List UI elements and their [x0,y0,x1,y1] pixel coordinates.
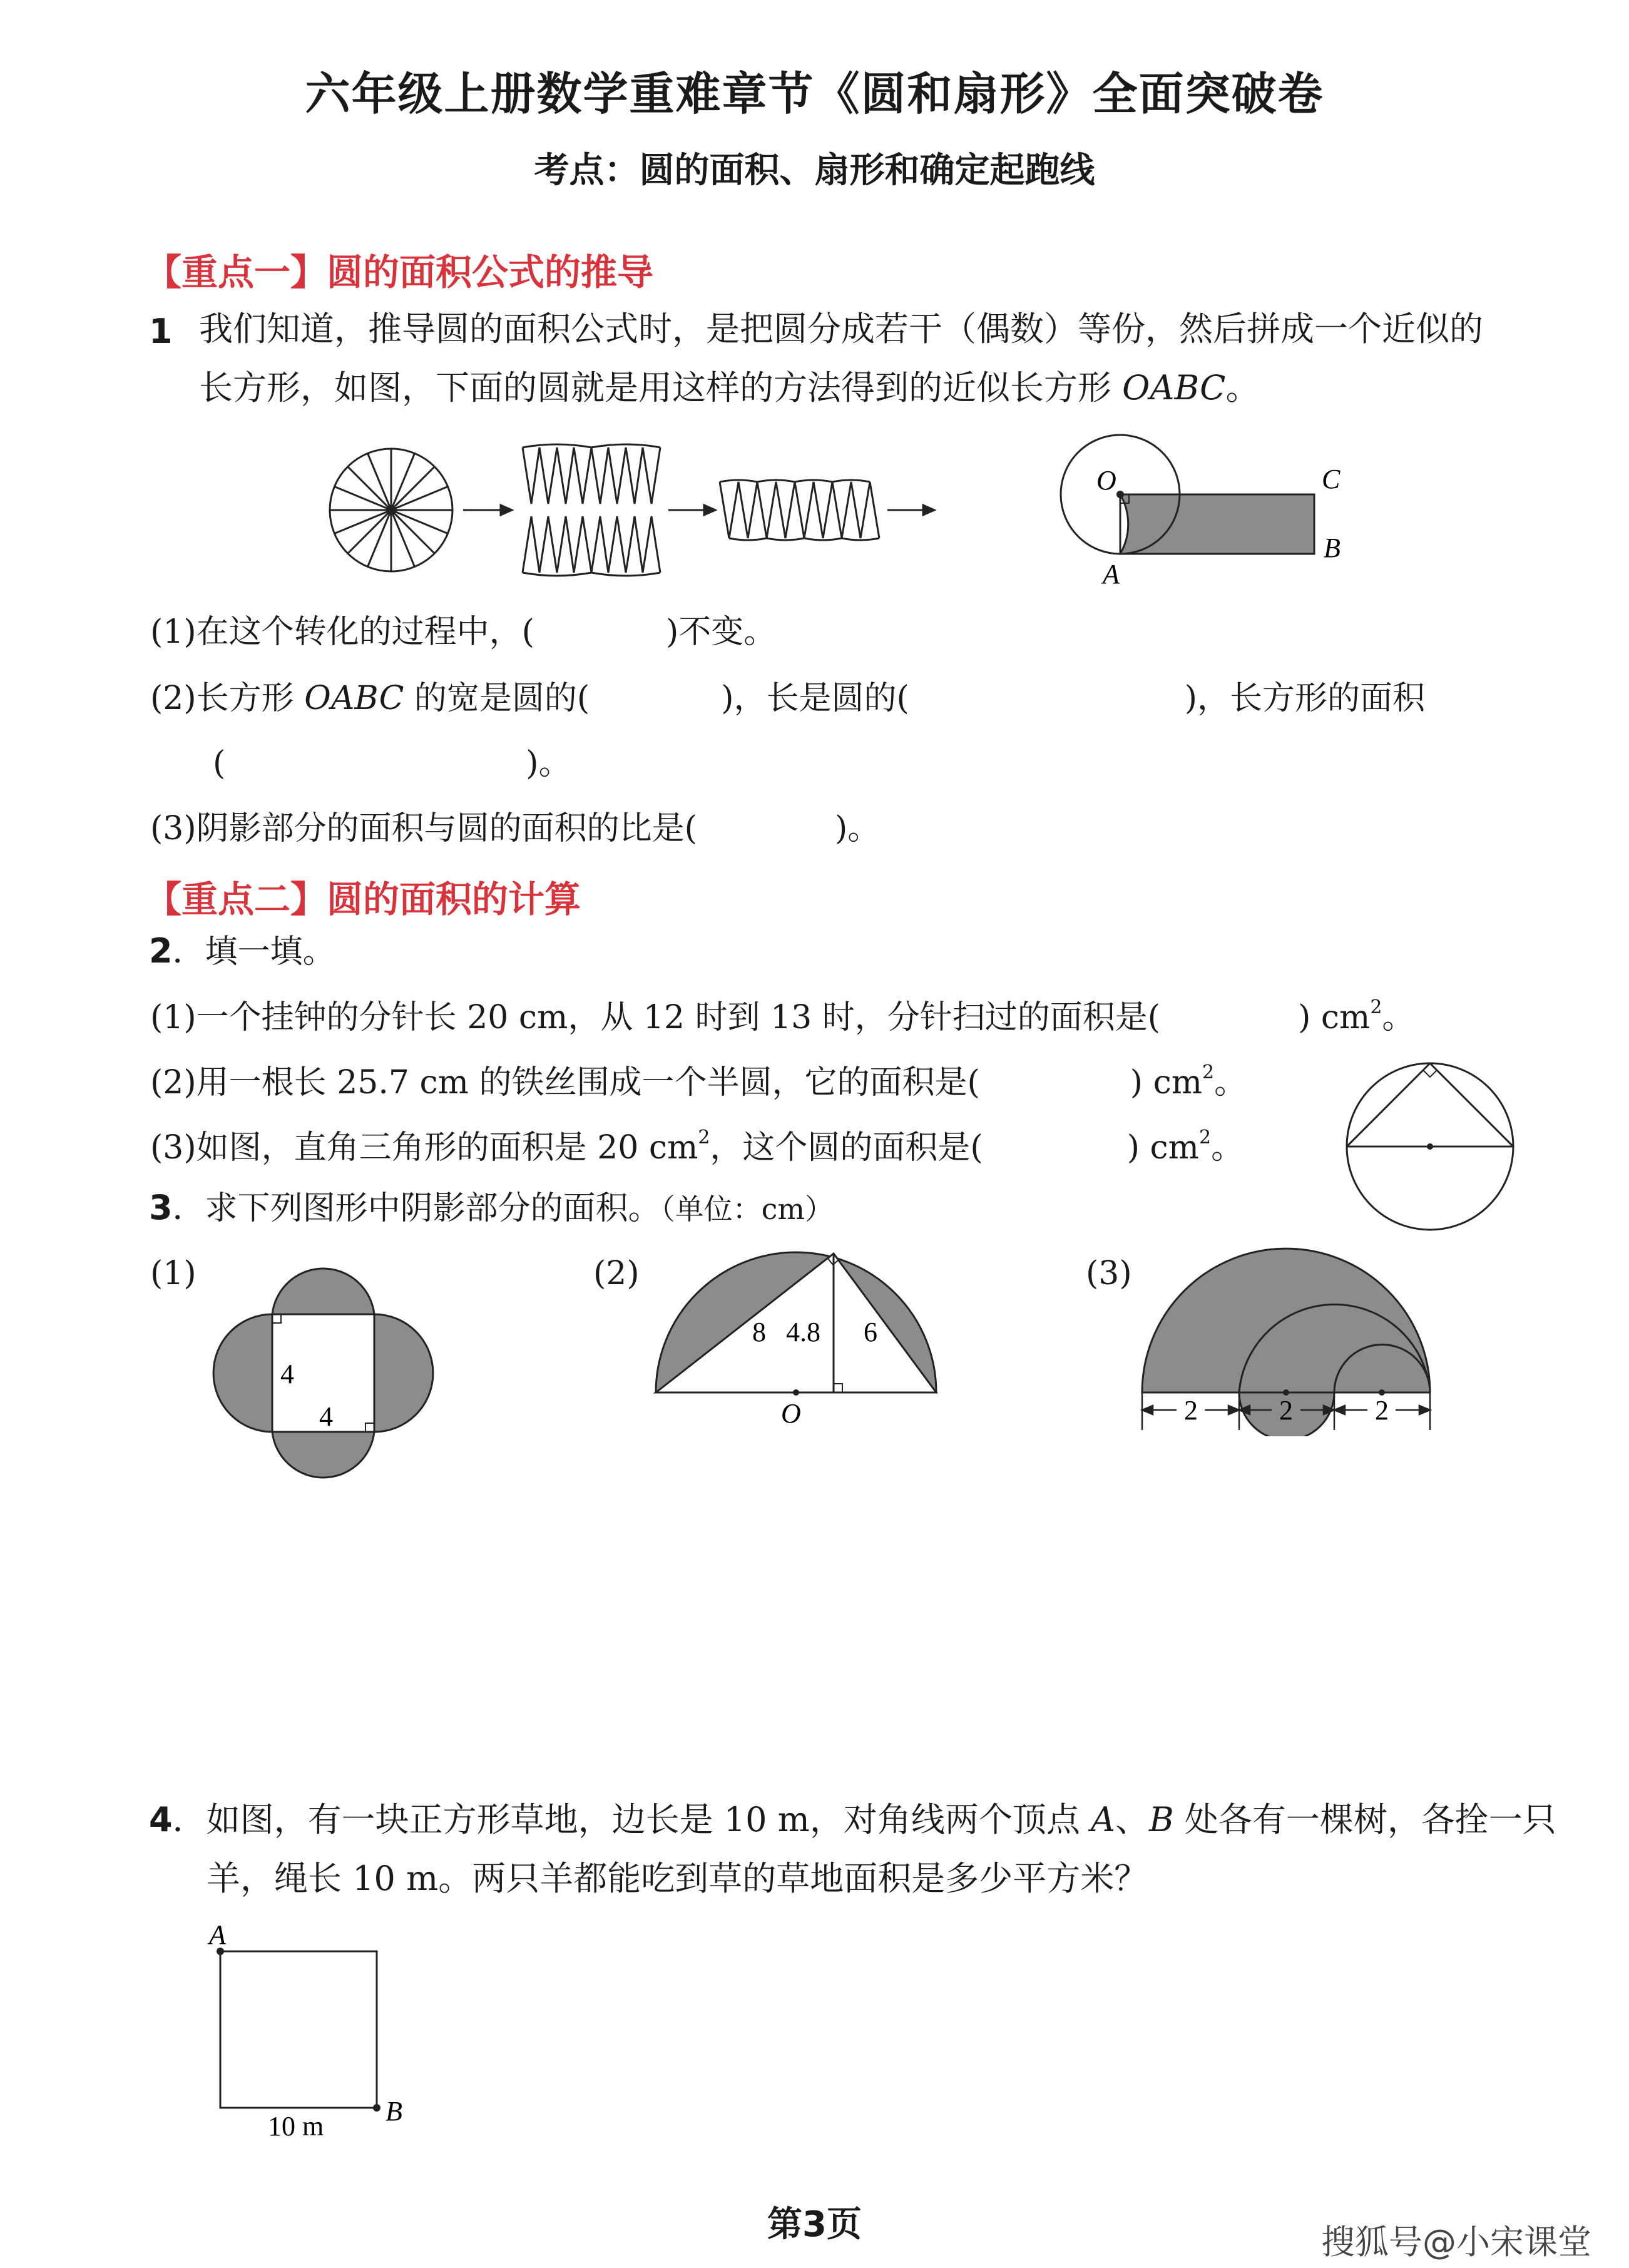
q2-heading [149,932,335,971]
q1-oabc: OABC [1122,368,1226,407]
fig1-side-bottom: 4 [319,1401,333,1432]
fig3-d2: 2 [1279,1395,1293,1426]
question-number-2: 2 [149,931,173,971]
label-a: A [1103,559,1120,590]
fig2-label-o: O [781,1398,801,1429]
q4-side-length: 10 m [268,2111,324,2140]
q1-part2-length: )，长是圆的( [721,680,909,717]
q1-part3-text: (3)阴影部分的面积与圆的面积的比是( [150,810,697,847]
q4-line2: 羊，绳长 10 m。两只羊都能吃到草的草地面积是多少平方米？ [207,1859,1148,1898]
q2-part3-sup: 2 [698,1126,710,1148]
q2-part3-end: 。 [1211,1129,1244,1167]
watermark: 搜狐号@小宋课堂 [1321,2222,1591,2262]
fig2-height: 4.8 [786,1317,820,1347]
q1-part2-area: )，长方形的面积 [1184,680,1426,717]
q1-line2 [199,369,1259,407]
q1-line2-end: 。 [1225,368,1260,407]
q1-part1-end: )不变。 [665,613,777,651]
fig3-d3: 2 [1375,1395,1389,1426]
section-heading-1: 【重点一】圆的面积公式的推导 [145,251,654,294]
q1-part2-open: ( [213,745,226,782]
q1-part3 [150,810,880,847]
fig2-side-b: 6 [864,1317,877,1347]
arrow-icon [887,505,934,515]
fig1-side-left: 4 [280,1359,294,1389]
label-c: C [1322,464,1340,494]
q4-line1-end: 处各有一棵树，各拴一只 [1173,1800,1556,1839]
q3-fig1 [207,1252,457,1496]
q1-part2 [150,680,1425,717]
q4-line1-a: A [1091,1800,1115,1839]
q1-part3-end: )。 [834,810,881,847]
q4-line1-b: B [1149,1800,1174,1839]
q2-part3-unit: ) cm [1126,1129,1199,1167]
q2-part2-end: 。 [1214,1064,1247,1101]
q1-part1-text: (1)在这个转化的过程中，( [150,613,534,651]
q1-line1: 我们知道，推导圆的面积公式时，是把圆分成若干（偶数）等份，然后拼成一个近似的 [199,309,1483,349]
q2-part2-sup: 2 [1202,1061,1215,1083]
q4-label-b: B [386,2096,402,2127]
q2-part1 [150,996,1415,1036]
q3-fig3-label: (3) [1086,1255,1132,1292]
arrow-icon [668,505,715,515]
q2-part3 [150,1126,1244,1167]
q4-line1 [149,1801,1556,1839]
fig3-d1: 2 [1184,1395,1198,1426]
question-number-3: 3 [149,1188,173,1227]
q1-part2-text: (2)长方形 [150,680,305,717]
q1-part2-close: )。 [526,745,571,782]
page-number: 第3页 [767,2204,862,2245]
question-number-4: 4 [149,1800,173,1839]
q2-part3-text: (3)如图，直角三角形的面积是 20 cm [150,1129,698,1167]
q1-part2-width: 的宽是圆的( [404,680,590,717]
q2-head-text: ．填一填。 [172,933,335,971]
q2-circle-triangle [1346,1017,1514,1233]
page-subtitle: 考点：圆的面积、扇形和确定起跑线 [534,150,1095,191]
q4-line1-text: ．如图，有一块正方形草地，边长是 10 m，对角线两个顶点 [172,1800,1091,1839]
q2-part1-sup: 2 [1370,996,1382,1018]
q1-part2-oabc: OABC [304,680,404,717]
q4-line1-sep: 、 [1115,1800,1149,1839]
q2-part2 [150,1061,1247,1101]
sectored-circle [330,449,452,571]
approx-rectangle [720,480,879,540]
q3-heading [149,1189,834,1228]
q3-fig1-label: (1) [150,1255,197,1292]
label-b: B [1324,533,1340,563]
q3-fig2-label: (2) [593,1255,640,1292]
question-number-1: 1 [149,312,173,351]
q2-part1-end: 。 [1382,999,1415,1036]
q2-part1-unit: ) cm [1298,999,1371,1036]
q1-figure [313,426,1377,595]
fig2-side-a: 8 [752,1317,766,1347]
q2-part3-sup2: 2 [1198,1126,1212,1148]
q2-part1-text: (1)一个挂钟的分针长 20 cm，从 12 时到 13 时，分针扫过的面积是( [150,999,1161,1036]
q1-line2-text: 长方形，如图，下面的圆就是用这样的方法得到的近似长方形 [199,368,1123,407]
q2-part2-unit: ) cm [1130,1064,1202,1101]
q3-fig2 [651,1242,945,1430]
q3-fig3 [1133,1242,1446,1436]
section-heading-2: 【重点二】圆的面积的计算 [145,878,581,921]
arrow-icon [463,505,512,515]
q3-unit: （单位：cm） [660,1192,834,1226]
label-o: O [1096,465,1116,496]
q2-part2-text: (2)用一根长 25.7 cm 的铁丝围成一个半圆，它的面积是( [150,1064,980,1101]
split-sectors [523,444,660,576]
q2-part3-mid: ，这个圆的面积是( [710,1129,983,1167]
q1-part1 [150,613,776,651]
q4-label-a: A [209,1919,226,1950]
page-title: 六年级上册数学重难章节《圆和扇形》全面突破卷 [305,68,1324,120]
q1-part2-cont [213,745,571,782]
q3-head-text: ．求下列图形中阴影部分的面积。 [172,1190,661,1227]
q4-square-figure [200,1915,426,2140]
